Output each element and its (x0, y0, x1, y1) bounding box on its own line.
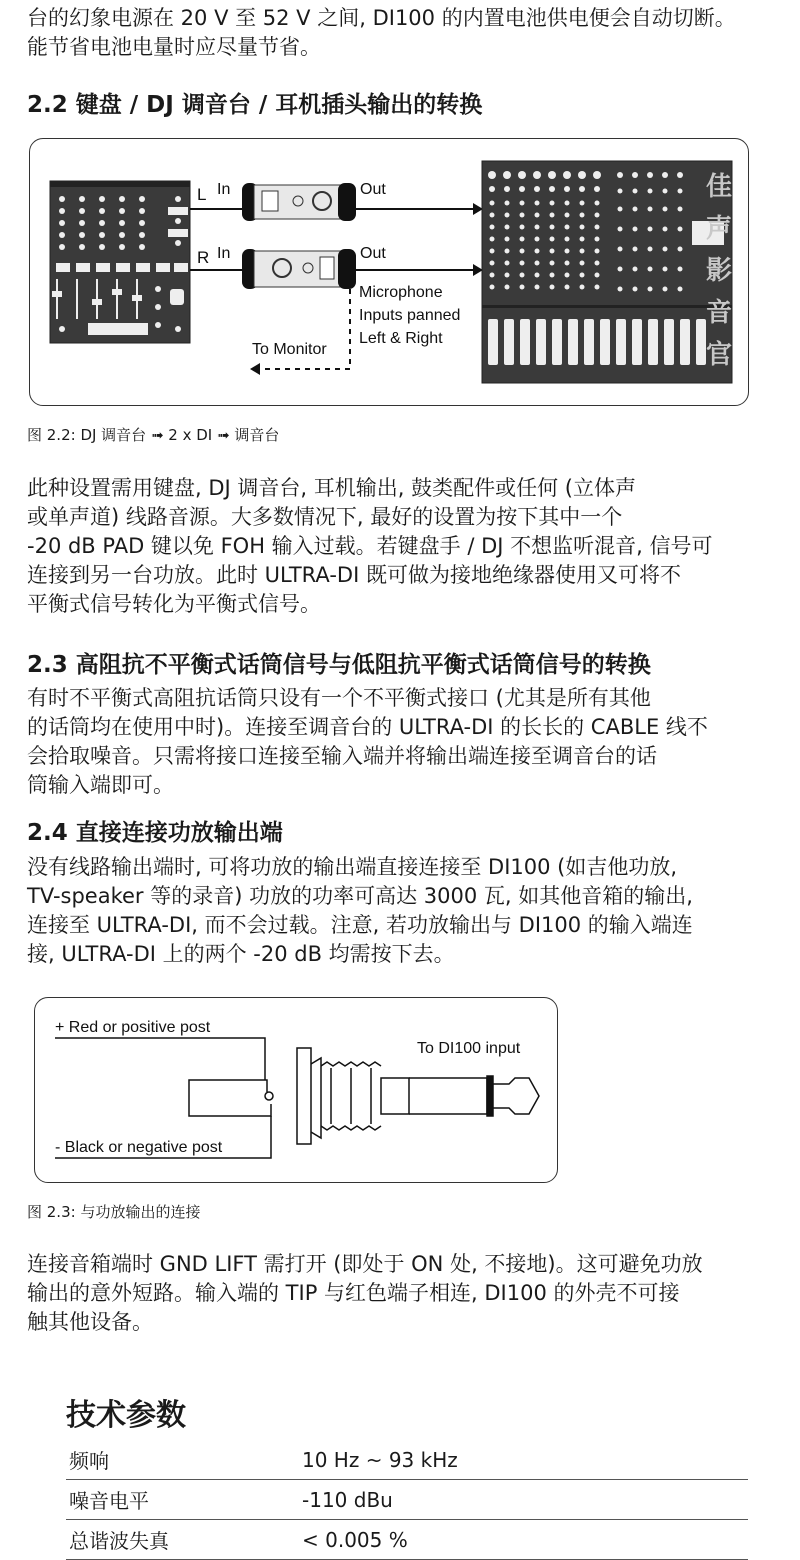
section-heading-2-2: 2.2 键盘 / DJ 调音台 / 耳机插头输出的转换 (27, 92, 483, 118)
spec-label: 总谐波失真 (66, 1520, 299, 1560)
to-monitor-label: To Monitor (252, 341, 327, 358)
svg-text:声: 声 (706, 213, 733, 243)
svg-text:官: 官 (706, 339, 733, 369)
channel-label-l: L (197, 185, 207, 204)
in-label: In (217, 181, 231, 198)
channel-label-r: R (197, 248, 210, 267)
note-label: Left & Right (359, 330, 443, 347)
figure-2-2 (29, 138, 749, 406)
to-input-label: To DI100 input (417, 1040, 521, 1057)
note-label: Inputs panned (359, 307, 461, 324)
section-heading-2-4: 2.4 直接连接功放输出端 (27, 820, 283, 846)
paragraph-line: 连接音箱端时 GND LIFT 需打开 (即处于 ON 处, 不接地)。这可避免功放 (27, 1252, 703, 1276)
out-label: Out (360, 181, 386, 198)
intro-paragraph (27, 4, 767, 62)
specs-table (66, 1440, 748, 1560)
paragraph-line: TV-speaker 等的录音) 功放的功率可高达 3000 瓦, 如其他音箱的输出, (27, 884, 693, 908)
paragraph-line: 此种设置需用键盘, DJ 调音台, 耳机输出, 鼓类配件或任何 (立体声 (27, 476, 636, 500)
section-heading-2-3: 2.3 高阻抗不平衡式话筒信号与低阻抗平衡式话筒信号的转换 (27, 652, 651, 678)
speaker-jack-icon (189, 1048, 539, 1144)
red-post-label: + Red or positive post (55, 1019, 211, 1036)
note-label: Microphone (359, 284, 443, 301)
svg-text:佳: 佳 (706, 171, 733, 201)
paragraph-line: 触其他设备。 (27, 1310, 153, 1334)
spec-value: -110 dBu (299, 1480, 748, 1520)
paragraph-line: 连接至 ULTRA-DI, 而不会过载。注意, 若功放输出与 DI100 的输入端连 (27, 913, 693, 937)
table-row (66, 1480, 748, 1520)
table-row (66, 1520, 748, 1560)
paragraph-line: 平衡式信号转化为平衡式信号。 (27, 592, 321, 616)
gnd-lift-paragraph (27, 1250, 767, 1337)
spec-value: < 0.005 % (299, 1520, 748, 1560)
paragraph-line: 有时不平衡式高阻抗话筒只设有一个不平衡式接口 (尤其是所有其他 (27, 686, 651, 710)
svg-text:影: 影 (706, 255, 733, 285)
specs-title: 技术参数 (66, 1398, 186, 1433)
di-box-icon (242, 183, 356, 221)
section-2-4-paragraph (27, 853, 767, 969)
figure-caption-2-2: 图 2.2: DJ 调音台 ➟ 2 x DI ➟ 调音台 (27, 426, 280, 444)
di-box-icon (242, 249, 356, 289)
paragraph-line: 筒输入端即可。 (27, 773, 174, 797)
table-row (66, 1440, 748, 1480)
mixing-console-icon (482, 161, 732, 383)
spec-label: 频响 (66, 1440, 299, 1480)
paragraph-line: 会拾取噪音。只需将接口连接至输入端并将输出端连接至调音台的话 (27, 744, 657, 768)
paragraph-line: -20 dB PAD 键以免 FOH 输入过载。若键盘手 / DJ 不想监听混音, 信号可 (27, 534, 713, 558)
dj-mixer-diagram (30, 139, 748, 405)
section-2-3-paragraph (27, 684, 767, 800)
spec-value: 10 Hz ~ 93 kHz (299, 1440, 748, 1480)
paragraph-line: 或单声道) 线路音源。大多数情况下, 最好的设置为按下其中一个 (27, 505, 623, 529)
black-post-label: - Black or negative post (55, 1139, 223, 1156)
figure-2-3 (34, 997, 558, 1183)
svg-text:音: 音 (706, 297, 733, 327)
intro-line: 台的幻象电源在 20 V 至 52 V 之间, DI100 的内置电池供电便会自动切断。 (27, 6, 736, 30)
watermark (706, 171, 732, 369)
paragraph-line: 没有线路输出端时, 可将功放的输出端直接连接至 DI100 (如吉他功放, (27, 855, 678, 879)
paragraph-line: 的话筒均在使用中时)。连接至调音台的 ULTRA-DI 的长长的 CABLE 线不 (27, 715, 708, 739)
out-label: Out (360, 245, 386, 262)
spec-label: 噪音电平 (66, 1480, 299, 1520)
jack-connection-diagram (35, 998, 557, 1182)
dj-mixer-icon (50, 181, 190, 343)
intro-line: 能节省电池电量时应尽量节省。 (27, 35, 321, 59)
paragraph-line: 输出的意外短路。输入端的 TIP 与红色端子相连, DI100 的外壳不可接 (27, 1281, 680, 1305)
paragraph-line: 连接到另一台功放。此时 ULTRA-DI 既可做为接地绝缘器使用又可将不 (27, 563, 681, 587)
figure-caption-2-3: 图 2.3: 与功放输出的连接 (27, 1203, 201, 1221)
paragraph-line: 接, ULTRA-DI 上的两个 -20 dB 均需按下去。 (27, 942, 455, 966)
section-2-2-paragraph (27, 474, 767, 619)
in-label: In (217, 245, 231, 262)
